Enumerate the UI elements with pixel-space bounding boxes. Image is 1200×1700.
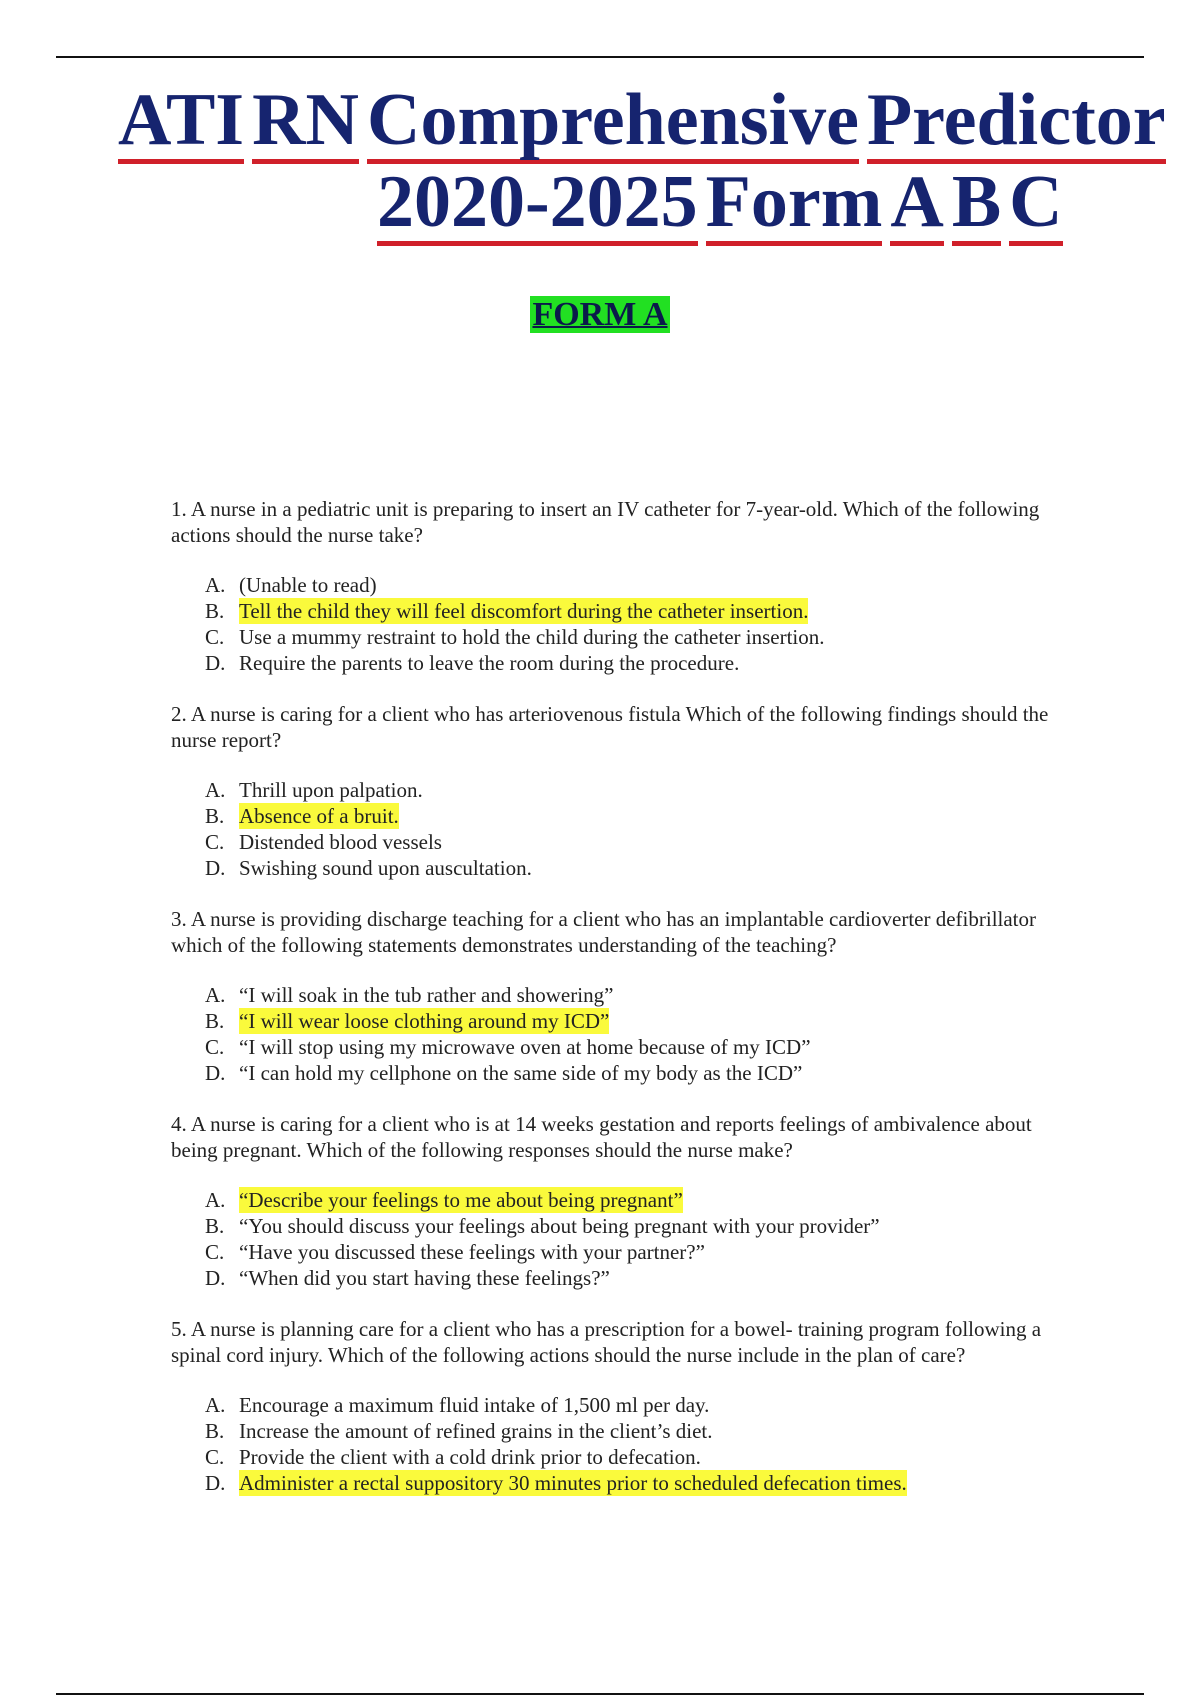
option-letter: D. [205,1061,226,1085]
option-text-highlighted: “Describe your feelings to me about being pregnant” [239,1188,683,1212]
question-4 [171,1111,1051,1291]
answer-option [205,855,1051,881]
option-letter: D. [205,856,226,880]
answer-option [205,1444,1051,1470]
option-text: “I can hold my cellphone on the same side of my body as the ICD” [239,1061,803,1085]
answer-options [171,1187,1051,1291]
option-letter: B. [205,599,225,623]
option-text: Distended blood vessels [239,830,442,854]
answer-option [205,1418,1051,1444]
answer-option [205,650,1051,676]
answer-option [205,1034,1051,1060]
option-letter: D. [205,1471,226,1495]
option-letter: B. [205,804,225,828]
question-2 [171,701,1051,881]
answer-options [171,777,1051,881]
option-text: Use a mummy restraint to hold the child during the catheter insertion. [239,625,825,649]
question-1 [171,496,1051,676]
option-text: “I will soak in the tub rather and showering” [239,983,614,1007]
option-letter: B. [205,1009,225,1033]
option-letter: D. [205,1266,226,1290]
option-letter: C. [205,1240,225,1264]
document-title-line-2 [377,161,1071,246]
title-word: Form [706,164,883,246]
title-word: RN [252,82,359,164]
document-title-line-1 [118,79,1174,164]
option-text-highlighted: Absence of a bruit. [239,804,399,828]
answer-option [205,829,1051,855]
option-text: “I will stop using my microwave oven at home because of my ICD” [239,1035,811,1059]
answer-option [205,1239,1051,1265]
bottom-rule [56,1693,1144,1695]
option-letter: C. [205,1035,225,1059]
option-text-highlighted: Tell the child they will feel discomfort during the catheter insertion. [239,599,809,623]
option-text: “Have you discussed these feelings with your partner?” [239,1240,705,1264]
answer-options [171,982,1051,1086]
option-letter: C. [205,625,225,649]
answer-option [205,624,1051,650]
option-text: Thrill upon palpation. [239,778,423,802]
title-word: ATI [118,82,244,164]
option-letter: B. [205,1419,225,1443]
option-text: Encourage a maximum fluid intake of 1,500 ml per day. [239,1393,710,1417]
answer-option-correct [205,1187,1051,1213]
title-word: B [952,164,1001,246]
question-stem: 1. A nurse in a pediatric unit is preparing to insert an IV catheter for 7-year-old. Which of the following actions should the nurse take? [171,497,1040,547]
option-letter: A. [205,1393,226,1417]
answer-option [205,777,1051,803]
form-label [0,296,1200,334]
title-word: Predictor [867,82,1166,164]
answer-options [171,572,1051,676]
option-text: (Unable to read) [239,573,377,597]
option-text: “When did you start having these feelings?” [239,1266,610,1290]
option-text-highlighted: Administer a rectal suppository 30 minutes prior to scheduled defecation times. [239,1471,907,1495]
question-5 [171,1316,1051,1496]
answer-option [205,1060,1051,1086]
option-text: “You should discuss your feelings about being pregnant with your provider” [239,1214,880,1238]
answer-option-correct [205,803,1051,829]
title-word: 2020-2025 [377,164,698,246]
answer-option-correct [205,1470,1051,1496]
answer-option [205,1213,1051,1239]
answer-option [205,982,1051,1008]
question-stem: 5. A nurse is planning care for a client who has a prescription for a bowel- training program following a spinal cord injury. Which of the following actions should the nurse include in the plan of care? [171,1317,1042,1367]
answer-option [205,1392,1051,1418]
option-text: Swishing sound upon auscultation. [239,856,532,880]
answer-option [205,1265,1051,1291]
option-letter: B. [205,1214,225,1238]
option-letter: A. [205,1188,226,1212]
option-letter: C. [205,1445,225,1469]
option-text-highlighted: “I will wear loose clothing around my ICD” [239,1009,610,1033]
question-stem: 2. A nurse is caring for a client who has arteriovenous fistula Which of the following findings should the nurse report? [171,702,1049,752]
question-list [171,496,1051,1521]
option-letter: A. [205,778,226,802]
answer-option-correct [205,1008,1051,1034]
option-letter: A. [205,573,226,597]
title-word: C [1009,164,1062,246]
question-stem: 3. A nurse is providing discharge teaching for a client who has an implantable cardioverter defibrillator which of the following statements demonstrates understanding of the teaching? [171,907,1037,957]
title-word: Comprehensive [367,82,859,164]
answer-option-correct [205,598,1051,624]
top-rule [56,56,1144,58]
title-word: A [890,164,943,246]
option-text: Increase the amount of refined grains in the client’s diet. [239,1419,713,1443]
option-letter: A. [205,983,226,1007]
answer-options [171,1392,1051,1496]
question-3 [171,906,1051,1086]
option-letter: C. [205,830,225,854]
question-stem: 4. A nurse is caring for a client who is at 14 weeks gestation and reports feelings of ambivalence about being pregnant. Which of the following responses should the nurse make? [171,1112,1032,1162]
answer-option [205,572,1051,598]
option-text: Require the parents to leave the room during the procedure. [239,651,740,675]
option-letter: D. [205,651,226,675]
form-label-text: FORM A [532,296,668,333]
option-text: Provide the client with a cold drink prior to defecation. [239,1445,701,1469]
